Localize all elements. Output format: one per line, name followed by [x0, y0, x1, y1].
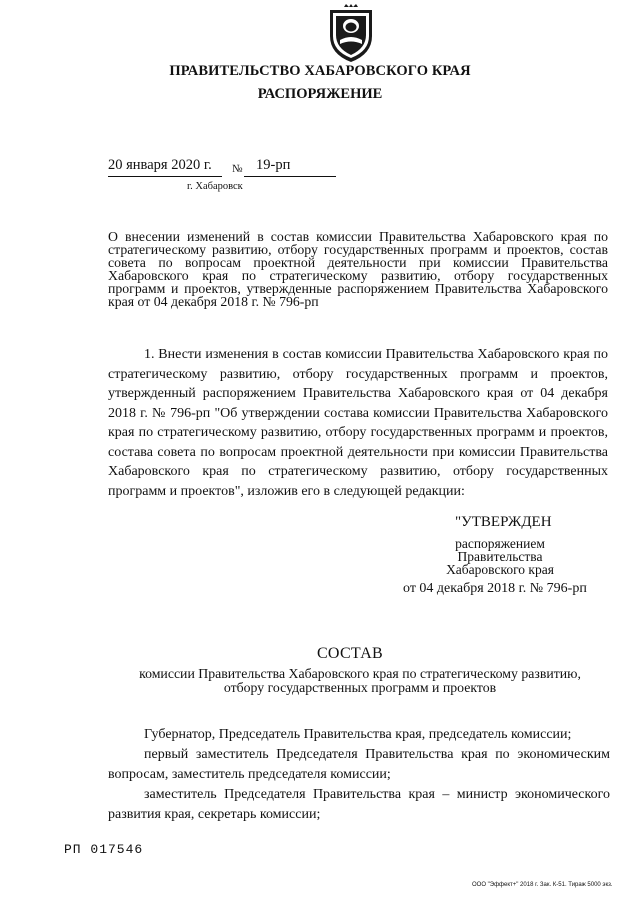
composition-title: СОСТАВ	[316, 645, 384, 662]
members-list	[108, 725, 610, 825]
approval-line-1: распоряжением	[455, 536, 545, 551]
document-subject: О внесении изменений в состав комиссии Правительства Хабаровского края по стратегическому развитию, отбору государственных программ и проектов, состав совета по вопросам проектной деятельности при комиссии Правительства Хабаровского края по стратегическому развитию, отбору государственных программ и проектов, утвержденные распоряжением Правительства Хабаровского края от 04 декабря 2018 г. № 796-рп	[108, 229, 608, 309]
list-item: Губернатор, Председатель Правительства края, председатель комиссии;	[144, 727, 572, 742]
approval-line-2: Правительства	[457, 549, 543, 564]
number-label: №	[232, 163, 243, 175]
document-type: РАСПОРЯЖЕНИЕ	[257, 86, 383, 102]
approval-block	[430, 537, 570, 576]
document-number: 19-рп	[256, 157, 291, 173]
approval-date: от 04 декабря 2018 г. № 796-рп	[403, 581, 587, 596]
organization-title: ПРАВИТЕЛЬСТВО ХАБАРОВСКОГО КРАЯ	[169, 63, 471, 79]
serial-number: РП 017546	[64, 842, 144, 857]
date-underline	[108, 176, 222, 177]
printer-note: ООО "Эффект+" 2018 г. Зак. К-51. Тираж 5000 экз.	[472, 882, 613, 888]
document-city: г. Хабаровск	[187, 181, 243, 192]
coat-of-arms-emblem	[326, 4, 376, 64]
approval-heading: "УТВЕРЖДЕН	[455, 514, 552, 530]
approval-line-3: Хабаровского края	[446, 562, 554, 577]
number-underline	[244, 176, 336, 177]
composition-subtitle: комиссии Правительства Хабаровского края по стратегическому развитию, отбору государственных программ и проектов	[139, 666, 581, 695]
list-item: первый заместитель Председателя Правительства края по экономическим вопросам, заместитель председателя комиссии;	[108, 747, 610, 782]
body-paragraph-1: 1. Внести изменения в состав комиссии Правительства Хабаровского края по стратегическому развитию, отбору государственных программ и проектов, утвержденный распоряжением Правительства Хабаровского края от 04 декабря 2018 г. № 796-рп "Об утверждении состава комиссии Правительства Хабаровского края по стратегическому развитию, отбору государственных программ и проектов, состава совета по вопросам проектной деятельности при комиссии Правительства Хабаровского края по стратегическому развитию, отбору государственных программ и проектов", изложив его в следующей редакции:	[108, 347, 608, 499]
document-date: 20 января 2020 г.	[108, 157, 212, 173]
list-item: заместитель Председателя Правительства края – министр экономического развития края, секретарь комиссии;	[108, 787, 610, 822]
